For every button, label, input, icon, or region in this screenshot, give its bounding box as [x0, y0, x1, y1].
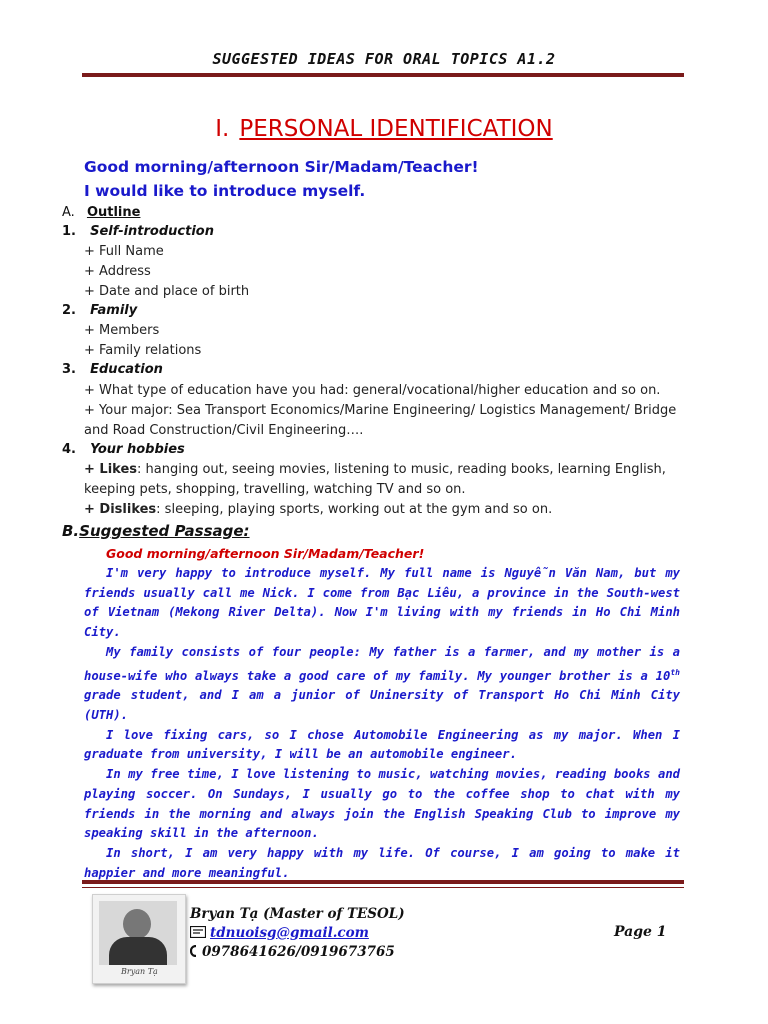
header-rule	[82, 73, 684, 77]
group-number: 1.	[62, 224, 76, 239]
phone-icon	[190, 945, 198, 961]
footer-rule	[82, 880, 684, 884]
ordinal-suffix: th	[670, 667, 680, 677]
list-item: + Family relations	[84, 343, 202, 358]
list-item: + Full Name	[84, 244, 164, 259]
phone-line	[190, 944, 395, 961]
outline-group-1	[62, 223, 214, 241]
section-number: I.	[215, 116, 230, 142]
likes-item	[84, 461, 666, 479]
outline-group-3	[62, 361, 163, 379]
dislikes-item	[84, 501, 552, 519]
section-heading: PERSONAL IDENTIFICATION	[239, 116, 553, 142]
group-title: Self-introduction	[90, 224, 214, 239]
paragraph-text: My family consists of four people: My father is a farmer, and my mother is a house-wife who always take a good care of my family. My younger brother is a 10	[84, 644, 680, 683]
dislikes-label: + Dislikes	[84, 502, 157, 517]
page-number: Page 1	[614, 924, 667, 940]
section-title	[0, 116, 768, 142]
list-item: + Address	[84, 264, 151, 279]
group-title: Education	[90, 362, 163, 377]
passage-label: Suggested Passage:	[79, 522, 250, 540]
dislikes-text: : sleeping, playing sports, working out at the gym and so on.	[156, 502, 553, 517]
group-title: Family	[90, 303, 138, 318]
list-item: and Road Construction/Civil Engineering….	[84, 423, 364, 438]
email-line	[190, 925, 369, 942]
outline-label: Outline	[86, 205, 141, 220]
outline-marker: A.	[62, 205, 75, 220]
passage-greeting: Good morning/afternoon Sir/Madam/Teacher!	[106, 546, 425, 561]
outline-heading	[62, 204, 140, 222]
group-number: 2.	[62, 303, 76, 318]
passage-paragraph-5: In short, I am very happy with my life. Of course, I am going to make it happier and more meaningful.	[84, 845, 680, 880]
outline-group-2	[62, 302, 137, 320]
passage-paragraph-1: I'm very happy to introduce myself. My full name is Nguyễn Văn Nam, but my friends usually call me Nick. I come from Bạc Liêu, a province in the South-west of Vietnam (Mekong River Delta). Now I'm living with my friends in Ho Chi Minh City.	[84, 566, 680, 640]
outline-group-4	[62, 441, 185, 459]
email-link[interactable]: tdnuoisg@gmail.com	[210, 925, 369, 941]
passage-heading	[62, 522, 250, 540]
group-number: 3.	[62, 362, 76, 377]
author-photo	[92, 894, 186, 984]
list-item: + Date and place of birth	[84, 284, 250, 299]
email-icon	[190, 926, 206, 942]
likes-label: + Likes	[84, 462, 138, 477]
greeting-line-1: Good morning/afternoon Sir/Madam/Teacher!	[84, 158, 479, 176]
header-title: SUGGESTED IDEAS FOR ORAL TOPICS A1.2	[212, 50, 556, 68]
list-item: + What type of education have you had: general/vocational/higher education and so on.	[84, 383, 661, 398]
list-item: + Your major: Sea Transport Economics/Marine Engineering/ Logistics Management/ Bridge	[84, 403, 677, 418]
group-title: Your hobbies	[90, 442, 185, 457]
passage-paragraph-4: In my free time, I love listening to music, watching movies, reading books and playing soccer. On Sundays, I usually go to the coffee shop to chat with my friends in the morning and always join the English Speaking Club to improve my speaking skill in the afternoon.	[84, 767, 680, 841]
phone-number: 0978641626/0919673765	[202, 944, 395, 960]
paragraph-text: grade student, and I am a junior of Uninersity of Transport Ho Chi Minh City (UTH).	[84, 688, 680, 722]
passage-marker: B.	[62, 522, 80, 540]
photo-signature: Bryan Tạ	[121, 967, 158, 976]
group-number: 4.	[62, 442, 76, 457]
passage-paragraph-2	[84, 643, 680, 726]
footer-rule-thin	[82, 887, 684, 888]
author-name: Bryan Tạ (Master of TESOL)	[190, 906, 405, 922]
passage-body	[84, 564, 680, 883]
passage-paragraph-3: I love fixing cars, so I chose Automobile Engineering as my major. When I graduate from university, I will be an automobile engineer.	[84, 727, 680, 762]
likes-text: : hanging out, seeing movies, listening to music, reading books, learning English,	[137, 462, 666, 477]
list-item: + Members	[84, 323, 160, 338]
greeting-line-2: I would like to introduce myself.	[84, 182, 366, 200]
likes-text-cont: keeping pets, shopping, travelling, watching TV and so on.	[84, 482, 466, 497]
